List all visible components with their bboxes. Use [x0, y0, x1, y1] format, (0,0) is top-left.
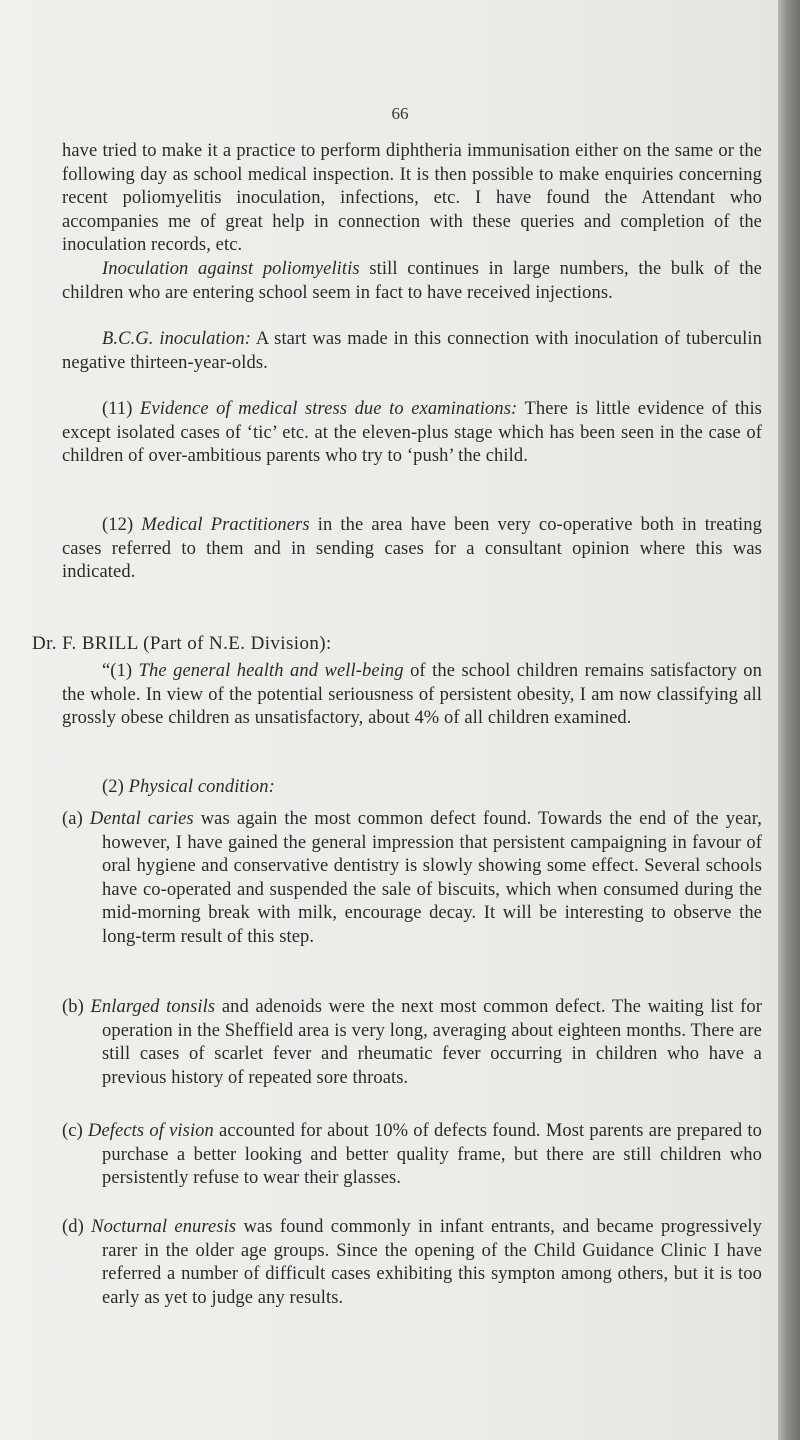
- item-c-paragraph: [62, 1120, 762, 1191]
- item-a-paragraph: [62, 808, 762, 949]
- item-c-label: (c): [62, 1121, 83, 1141]
- item-a-text: was again the most common defect found. Towards the end of the year, however, I have gained the general impression that persistent campaigning in favour of oral hygiene and conservative dentistry is slowly showing some effect. Several schools have co-operated and suspended the sale of biscuits, which when consumed during the mid-morning break with milk, encourage decay. It will be interesting to observe the long-term result of this step.: [102, 809, 762, 947]
- polio-paragraph: [62, 258, 762, 305]
- item-d-paragraph: [62, 1216, 762, 1310]
- polio-heading: Inoculation against poliomyelitis: [102, 259, 360, 279]
- item-1-paragraph: [62, 660, 762, 731]
- bcg-text: A start was made in this connection with inoculation of tuberculin negative thirteen-year-olds.: [62, 329, 762, 373]
- item-11-heading: Evidence of medical stress due to examinations:: [140, 399, 518, 419]
- bcg-paragraph: [62, 328, 762, 375]
- item-11-number: (11): [102, 399, 141, 419]
- item-a-label: (a): [62, 809, 83, 829]
- book-spine-shadow: [778, 0, 800, 1440]
- item-c-heading: Defects of vision: [88, 1121, 214, 1141]
- item-b-paragraph: [62, 996, 762, 1090]
- item-11-text: There is little evidence of this except isolated cases of ‘tic’ etc. at the eleven-plus stage which has been seen in the case of children of over-ambitious parents who try to ‘push’ the child.: [62, 399, 762, 466]
- item-d-text: was found commonly in infant entrants, and became progressively rarer in the older age groups. Since the opening of the Child Guidance Clinic I have referred a number of difficult cases exhibiting this sympton among others, but it is too early as yet to judge any results.: [102, 1217, 762, 1308]
- item-d-label: (d): [62, 1217, 84, 1237]
- item-12-number: (12): [102, 515, 142, 535]
- author-heading: Dr. F. BRILL (Part of N.E. Division):: [32, 633, 332, 654]
- item-12-heading: Medical Practitioners: [141, 515, 310, 535]
- item-2-number: (2): [102, 777, 129, 797]
- page-number: 66: [391, 104, 409, 123]
- polio-text: still continues in large numbers, the bulk of the children who are entering school seem in fact to have received injections.: [62, 259, 762, 303]
- section-continuation: [62, 140, 762, 258]
- item-1-heading: The general health and well-being: [138, 661, 404, 681]
- item-b-heading: Enlarged tonsils: [90, 997, 216, 1017]
- bcg-heading: B.C.G. inoculation:: [102, 329, 251, 349]
- item-b-label: (b): [62, 997, 84, 1017]
- item-2-paragraph: [62, 776, 762, 800]
- item-2-heading: Physical condition:: [128, 777, 275, 797]
- intro-paragraph: have tried to make it a practice to perform diphtheria immunisation either on the same or the following day as school medical inspection. It is then possible to make enquiries concerning recent poliomyelitis inoculation, infections, etc. I have found the Attendant who accompanies me of great help in connection with these queries and completion of the inoculation records, etc.: [62, 141, 762, 255]
- item-b-text: and adenoids were the next most common defect. The waiting list for operation in the Sheffield area is very long, averaging about eighteen months. There are still cases of scarlet fever and rheumatic fever occurring in children who have a previous history of repeated sore throats.: [102, 997, 762, 1088]
- item-12-text: in the area have been very co-operative both in treating cases referred to them and in sending cases for a consultant opinion where this was indicated.: [62, 515, 762, 582]
- item-1-text: of the school children remains satisfactory on the whole. In view of the potential seriousness of persistent obesity, I am now classifying all grossly obese children as unsatisfactory, about 4% of all children examined.: [62, 661, 762, 728]
- item-a-heading: Dental caries: [89, 809, 194, 829]
- item-c-text: accounted for about 10% of defects found. Most parents are prepared to purchase a better looking and better quality frame, but there are still children who persistently refuse to wear their glasses.: [102, 1121, 762, 1188]
- item-1-number: “(1): [102, 661, 139, 681]
- item-11-paragraph: [62, 398, 762, 469]
- item-d-heading: Nocturnal enuresis: [91, 1217, 237, 1237]
- item-12-paragraph: [62, 514, 762, 585]
